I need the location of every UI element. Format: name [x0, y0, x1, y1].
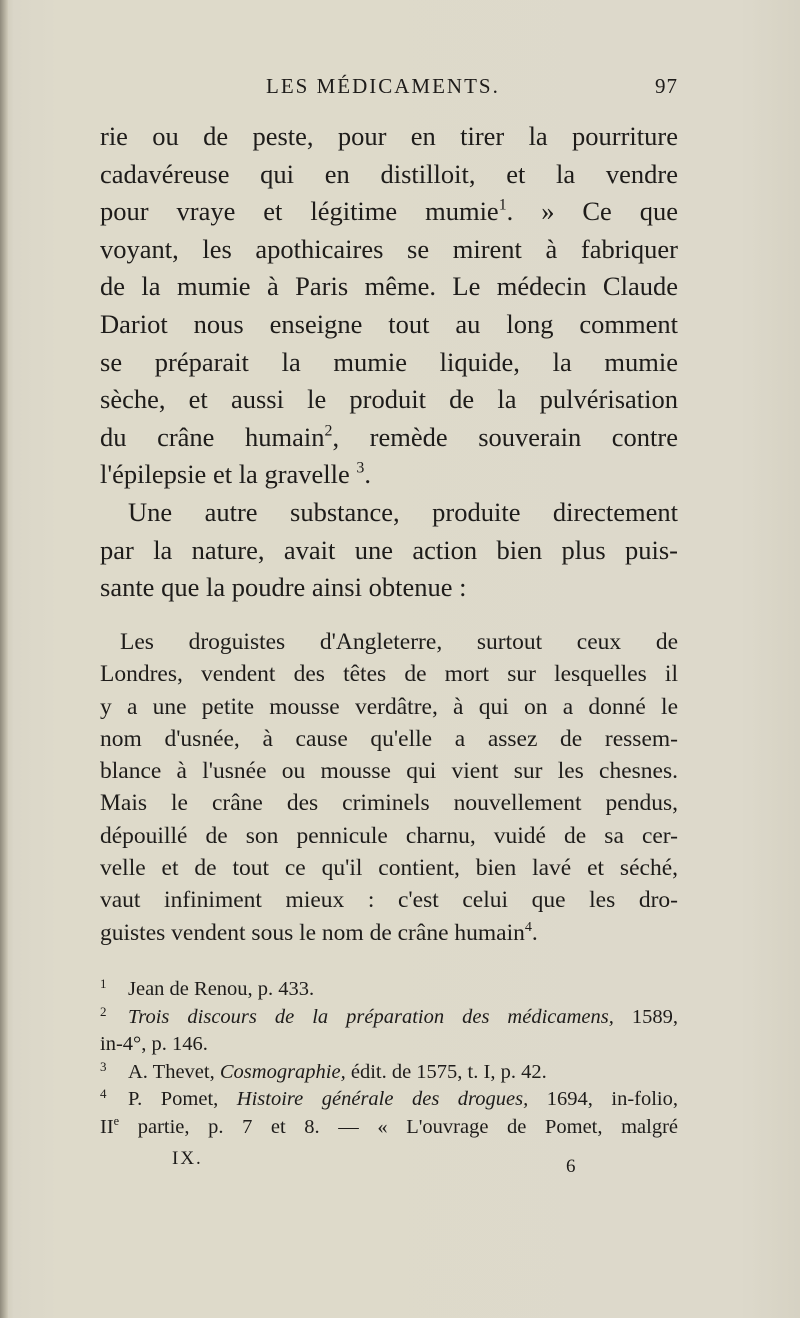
- text-run: guistes vendent sous le nom de crâne humain: [100, 919, 525, 946]
- text-line: voyant, les apothicaires se mirent à fabriquer: [100, 233, 678, 264]
- footnote-title: Histoire générale des drogues,: [236, 1088, 529, 1110]
- quote-line: velle et de tout ce qu'il contient, bien lavé et séché,: [100, 855, 678, 882]
- page-number: 97: [655, 74, 678, 98]
- footnote-text: édit. de 1575, t. I, p. 42.: [345, 1060, 547, 1083]
- footnote-ref: 3: [356, 460, 365, 478]
- footnote-text: 1589,: [613, 1005, 678, 1028]
- footnote-4: 4 P. Pomet, Histoire générale des drogues, 1694, in-folio,: [100, 1086, 678, 1110]
- footnote-ref: 1: [498, 196, 507, 214]
- signature-number: 6: [566, 1156, 576, 1177]
- quote-line: nom d'usnée, à cause qu'elle a assez de ressem-: [100, 725, 678, 752]
- text-run: , remède souverain contre: [332, 421, 678, 452]
- text-line: [100, 419, 678, 457]
- text-line: [100, 193, 678, 231]
- text-run: l'épilepsie et la gravelle: [100, 459, 350, 490]
- text-line: [100, 456, 678, 494]
- text-line: de la mumie à Paris même. Le médecin Claude: [100, 271, 678, 302]
- running-head: [100, 74, 678, 104]
- text-run: .: [364, 459, 371, 490]
- page-spine-shadow: [0, 0, 8, 1318]
- footnote-text: A. Thevet,: [128, 1060, 220, 1083]
- text-line: sèche, et aussi le produit de la pulvérisation: [100, 384, 678, 415]
- footnotes: [100, 976, 678, 1141]
- text-line: sante que la poudre ainsi obtenue :: [100, 572, 467, 603]
- footnote-title: Cosmographie,: [219, 1060, 346, 1083]
- superscript: e: [113, 1113, 120, 1128]
- footnote-ref: 4: [524, 918, 532, 935]
- footnote-3: 3 A. Thevet, Cosmographie, édit. de 1575, t. I, p. 42.: [100, 1058, 547, 1083]
- footnote-text: P. Pomet,: [128, 1088, 237, 1110]
- text-line: Une autre substance, produite directement: [128, 496, 678, 527]
- footnote-2-continuation: in-4°, p. 146.: [100, 1033, 208, 1055]
- block-quote: [100, 626, 678, 949]
- footnote-ref: 2: [324, 422, 333, 440]
- quote-line: blance à l'usnée ou mousse qui vient sur les chesnes.: [100, 758, 678, 785]
- text-run: . » Ce que: [506, 196, 679, 227]
- footnote-text: partie, p. 7 et 8. — « L'ouvrage de Pomet, malgré: [119, 1115, 678, 1138]
- running-title: LES MÉDICAMENTS.: [266, 74, 500, 98]
- body-text: [100, 118, 678, 607]
- footnote-title: Trois discours de la préparation des médicamens,: [128, 1005, 614, 1028]
- signature-volume: IX.: [172, 1148, 203, 1169]
- footnote-1: 1 Jean de Renou, p. 433.: [100, 976, 315, 1000]
- footnote-4-continuation: [100, 1114, 678, 1142]
- signature-line: [100, 1148, 678, 1178]
- footnote-text: Jean de Renou, p. 433.: [128, 978, 315, 1000]
- quote-line: Les droguistes d'Angleterre, surtout ceux de: [120, 629, 678, 655]
- quote-line: Mais le crâne des criminels nouvellement pendus,: [100, 790, 678, 817]
- quote-line: vaut infiniment mieux : c'est celui que les dro-: [100, 887, 678, 914]
- text-line: cadavéreuse qui en distilloit, et la vendre: [100, 158, 678, 189]
- text-line: se préparait la mumie liquide, la mumie: [100, 346, 678, 377]
- footnote-text: II: [100, 1115, 114, 1138]
- text-line: rie ou de peste, pour en tirer la pourriture: [100, 121, 678, 151]
- text-line: par la nature, avait une action bien plus puis-: [100, 534, 678, 565]
- footnote-2: 2 Trois discours de la préparation des médicamens, 1589,: [100, 1003, 678, 1028]
- text-run: du crâne humain: [100, 421, 325, 452]
- text-line: Dariot nous enseigne tout au long comment: [100, 308, 678, 339]
- footnote-text: 1694, in-folio,: [528, 1088, 678, 1110]
- quote-line: y a une petite mousse verdâtre, à qui on a donné le: [100, 693, 678, 720]
- text-run: pour vraye et légitime mumie: [100, 196, 499, 227]
- quote-line: [100, 917, 678, 949]
- quote-line: Londres, vendent des têtes de mort sur lesquelles il: [100, 661, 678, 688]
- text-run: .: [531, 919, 538, 946]
- quote-line: dépouillé de son pennicule charnu, vuidé de sa cer-: [100, 822, 678, 849]
